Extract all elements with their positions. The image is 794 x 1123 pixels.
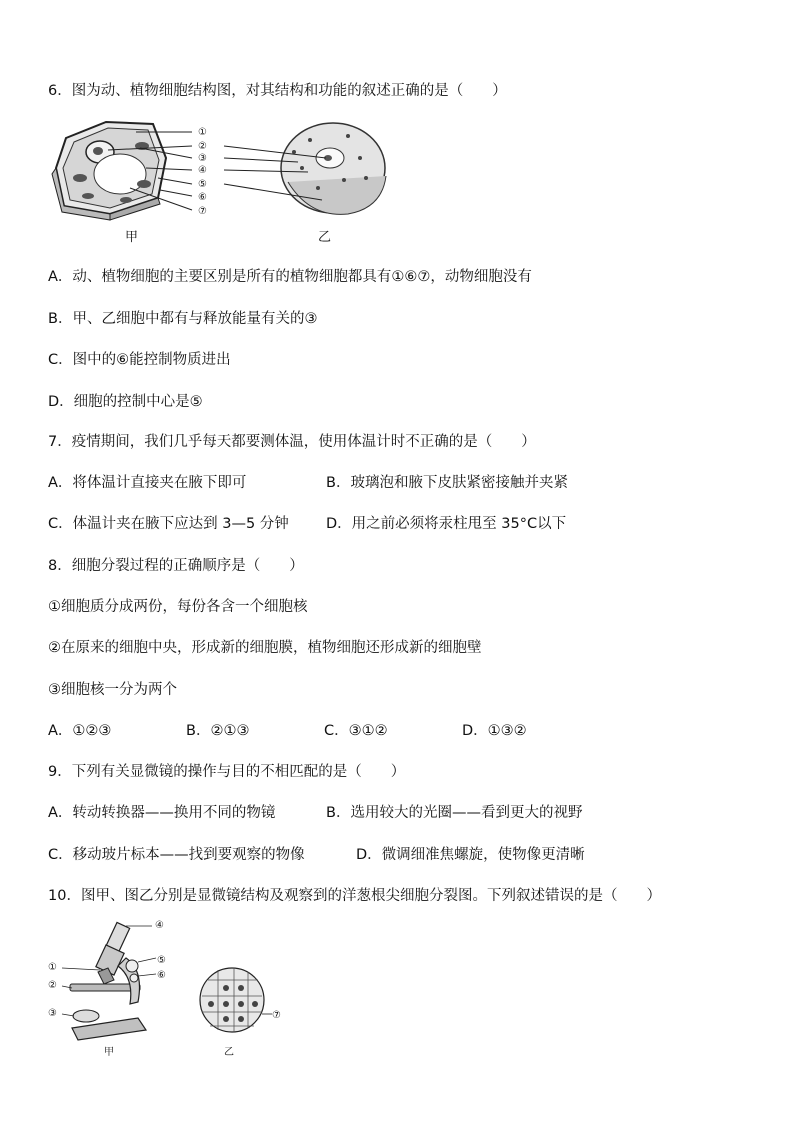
q6-caption-left: 甲 xyxy=(125,230,139,245)
q7-option-b: B．玻璃泡和腋下皮肤紧密接触并夹紧 xyxy=(326,475,568,491)
q9-option-d: D．微调细准焦螺旋，使物像更清晰 xyxy=(356,847,585,863)
q6-cell-figure xyxy=(48,118,398,226)
q10-label-7: ⑦ xyxy=(272,1010,281,1021)
q6-label-6: ⑥ xyxy=(198,192,207,203)
q7-option-a: A．将体温计直接夹在腋下即可 xyxy=(48,475,247,491)
q8-option-d: D．①③② xyxy=(462,723,527,739)
q10-label-4: ④ xyxy=(155,920,164,931)
q8-step-3: ③细胞核一分为两个 xyxy=(48,682,177,698)
q10-microscope-figure xyxy=(48,918,288,1046)
q6-stem: 6．图为动、植物细胞结构图，对其结构和功能的叙述正确的是（ ） xyxy=(48,83,507,99)
q10-caption-left: 甲 xyxy=(104,1047,114,1058)
q6-option-a: A．动、植物细胞的主要区别是所有的植物细胞都具有①⑥⑦，动物细胞没有 xyxy=(48,269,532,285)
q6-option-b: B．甲、乙细胞中都有与释放能量有关的③ xyxy=(48,311,318,327)
q10-label-6: ⑥ xyxy=(157,970,166,981)
q10-caption-right: 乙 xyxy=(224,1047,234,1058)
q10-label-2: ② xyxy=(48,980,57,991)
q8-step-1: ①细胞质分成两份，每份各含一个细胞核 xyxy=(48,599,308,615)
q8-option-a: A．①②③ xyxy=(48,723,112,739)
q9-option-a: A．转动转换器——换用不同的物镜 xyxy=(48,805,276,821)
q10-stem: 10．图甲、图乙分别是显微镜结构及观察到的洋葱根尖细胞分裂图。下列叙述错误的是（ ） xyxy=(48,888,661,904)
q7-stem: 7．疫情期间，我们几乎每天都要测体温，使用体温计时不正确的是（ ） xyxy=(48,434,536,450)
q10-label-1: ① xyxy=(48,962,57,973)
q7-option-c: C．体温计夹在腋下应达到 3—5 分钟 xyxy=(48,516,289,532)
q10-label-3: ③ xyxy=(48,1008,57,1019)
q6-caption-right: 乙 xyxy=(318,230,332,245)
q6-label-2: ② xyxy=(198,141,207,152)
q6-label-3: ③ xyxy=(198,153,207,164)
q10-label-5: ⑤ xyxy=(157,955,166,966)
q8-stem: 8．细胞分裂过程的正确顺序是（ ） xyxy=(48,558,304,574)
q9-option-c: C．移动玻片标本——找到要观察的物像 xyxy=(48,847,305,863)
q8-step-2: ②在原来的细胞中央，形成新的细胞膜，植物细胞还形成新的细胞壁 xyxy=(48,640,482,656)
q9-stem: 9．下列有关显微镜的操作与目的不相匹配的是（ ） xyxy=(48,764,406,780)
q8-option-b: B．②①③ xyxy=(186,723,250,739)
q6-option-c: C．图中的⑥能控制物质进出 xyxy=(48,352,231,368)
q6-label-1: ① xyxy=(198,127,207,138)
q6-option-d: D．细胞的控制中心是⑤ xyxy=(48,394,203,410)
q7-option-d: D．用之前必须将汞柱甩至 35°C以下 xyxy=(326,516,567,532)
q8-option-c: C．③①② xyxy=(324,723,388,739)
q6-label-5: ⑤ xyxy=(198,179,207,190)
q6-label-7: ⑦ xyxy=(198,206,207,217)
q6-label-4: ④ xyxy=(198,165,207,176)
q9-option-b: B．选用较大的光圈——看到更大的视野 xyxy=(326,805,583,821)
